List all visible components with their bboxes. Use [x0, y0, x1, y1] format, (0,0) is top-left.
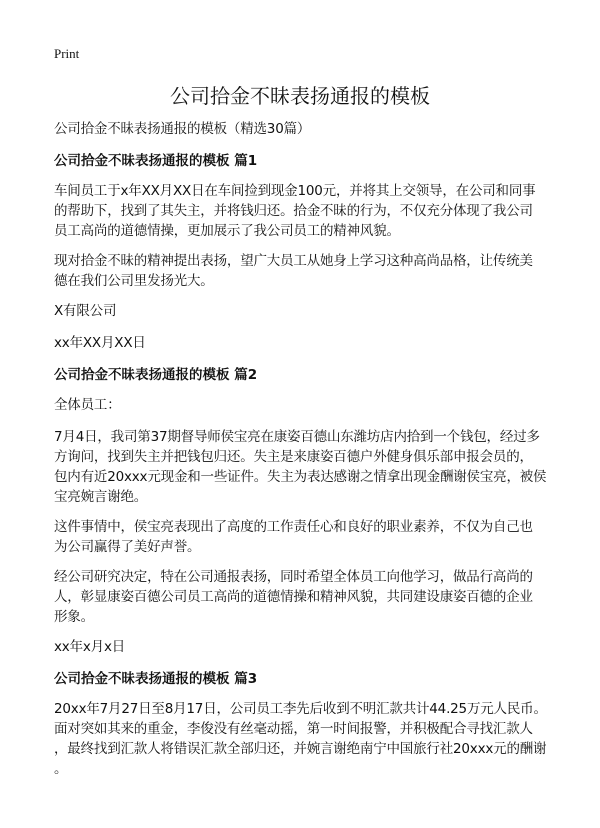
text-line: xx年x月x日 [54, 639, 126, 655]
text-line: ，最终找到汇款人将错误汇款全部归还，并婉言谢绝南宁中国旅行社20xxx元的酬谢 [54, 741, 547, 757]
text-line: 方询问，找到失主并把钱包归还。失主是来康姿百德户外健身俱乐部申报会员的， [54, 449, 533, 465]
text-line: 。 [54, 761, 68, 777]
paragraph [54, 301, 554, 321]
text-line: 面对突如其来的重金，李俊没有丝毫动摇，第一时间报警，并积极配合寻找汇款人 [54, 721, 533, 737]
text-line: 全体员工： [54, 397, 121, 413]
paragraph [54, 699, 554, 779]
paragraph [54, 181, 554, 241]
paragraph [54, 251, 554, 291]
text-line: 这件事情中，侯宝亮表现出了高度的工作责任心和良好的职业素养，不仅为自己也 [54, 519, 533, 535]
text-line: 员工高尚的道德情操，更加展示了我公司员工的精神风貌。 [54, 223, 400, 239]
paragraph [54, 637, 554, 657]
section-heading: 公司拾金不昧表扬通报的模板 篇3 [54, 671, 258, 687]
text-line: 人，彰显康姿百德公司员工高尚的道德情操和精神风貌，共同建设康姿百德的企业 [54, 589, 533, 605]
text-line: X有限公司 [54, 303, 117, 319]
text-line: 现对拾金不昧的精神提出表扬，望广大员工从她身上学习这种高尚品格，让传统美 [54, 253, 533, 269]
page-title: 公司拾金不昧表扬通报的模板 [170, 84, 430, 108]
paragraph [54, 333, 554, 353]
text-line: 为公司赢得了美好声誉。 [54, 539, 201, 555]
text-line: 经公司研究决定，特在公司通报表扬，同时希望全体员工向他学习，做品行高尚的 [54, 569, 533, 585]
text-line: 形象。 [54, 609, 94, 625]
print-link[interactable]: Print [54, 46, 80, 61]
paragraph [54, 427, 554, 507]
text-line: 7月4日，我司第37期督导师侯宝亮在康姿百德山东潍坊店内拾到一个钱包，经过多 [54, 429, 540, 445]
text-line: 德在我们公司里发扬光大。 [54, 273, 214, 289]
text-line: 20xx年7月27日至8月17日，公司员工李先后收到不明汇款共计44.25万元人民币。 [54, 701, 547, 717]
text-line: xx年XX月XX日 [54, 335, 146, 351]
document-subtitle: 公司拾金不昧表扬通报的模板（精选30篇） [54, 121, 311, 137]
text-line: 包内有近20xxx元现金和一些证件。失主为表达感谢之情拿出现金酬谢侯宝亮，被侯 [54, 469, 547, 485]
paragraph [54, 517, 554, 557]
section-heading: 公司拾金不昧表扬通报的模板 篇2 [54, 367, 258, 383]
document-body [54, 119, 554, 789]
text-line: 宝亮婉言谢绝。 [54, 489, 148, 505]
section-heading: 公司拾金不昧表扬通报的模板 篇1 [54, 153, 258, 169]
text-line: 车间员工于x年XX月XX日在车间捡到现金100元，并将其上交领导，在公司和同事 [54, 183, 536, 199]
paragraph [54, 395, 554, 415]
sections [54, 151, 554, 779]
paragraph [54, 567, 554, 627]
text-line: 的帮助下，找到了其失主，并将钱归还。拾金不昧的行为，不仅充分体现了我公司 [54, 203, 533, 219]
